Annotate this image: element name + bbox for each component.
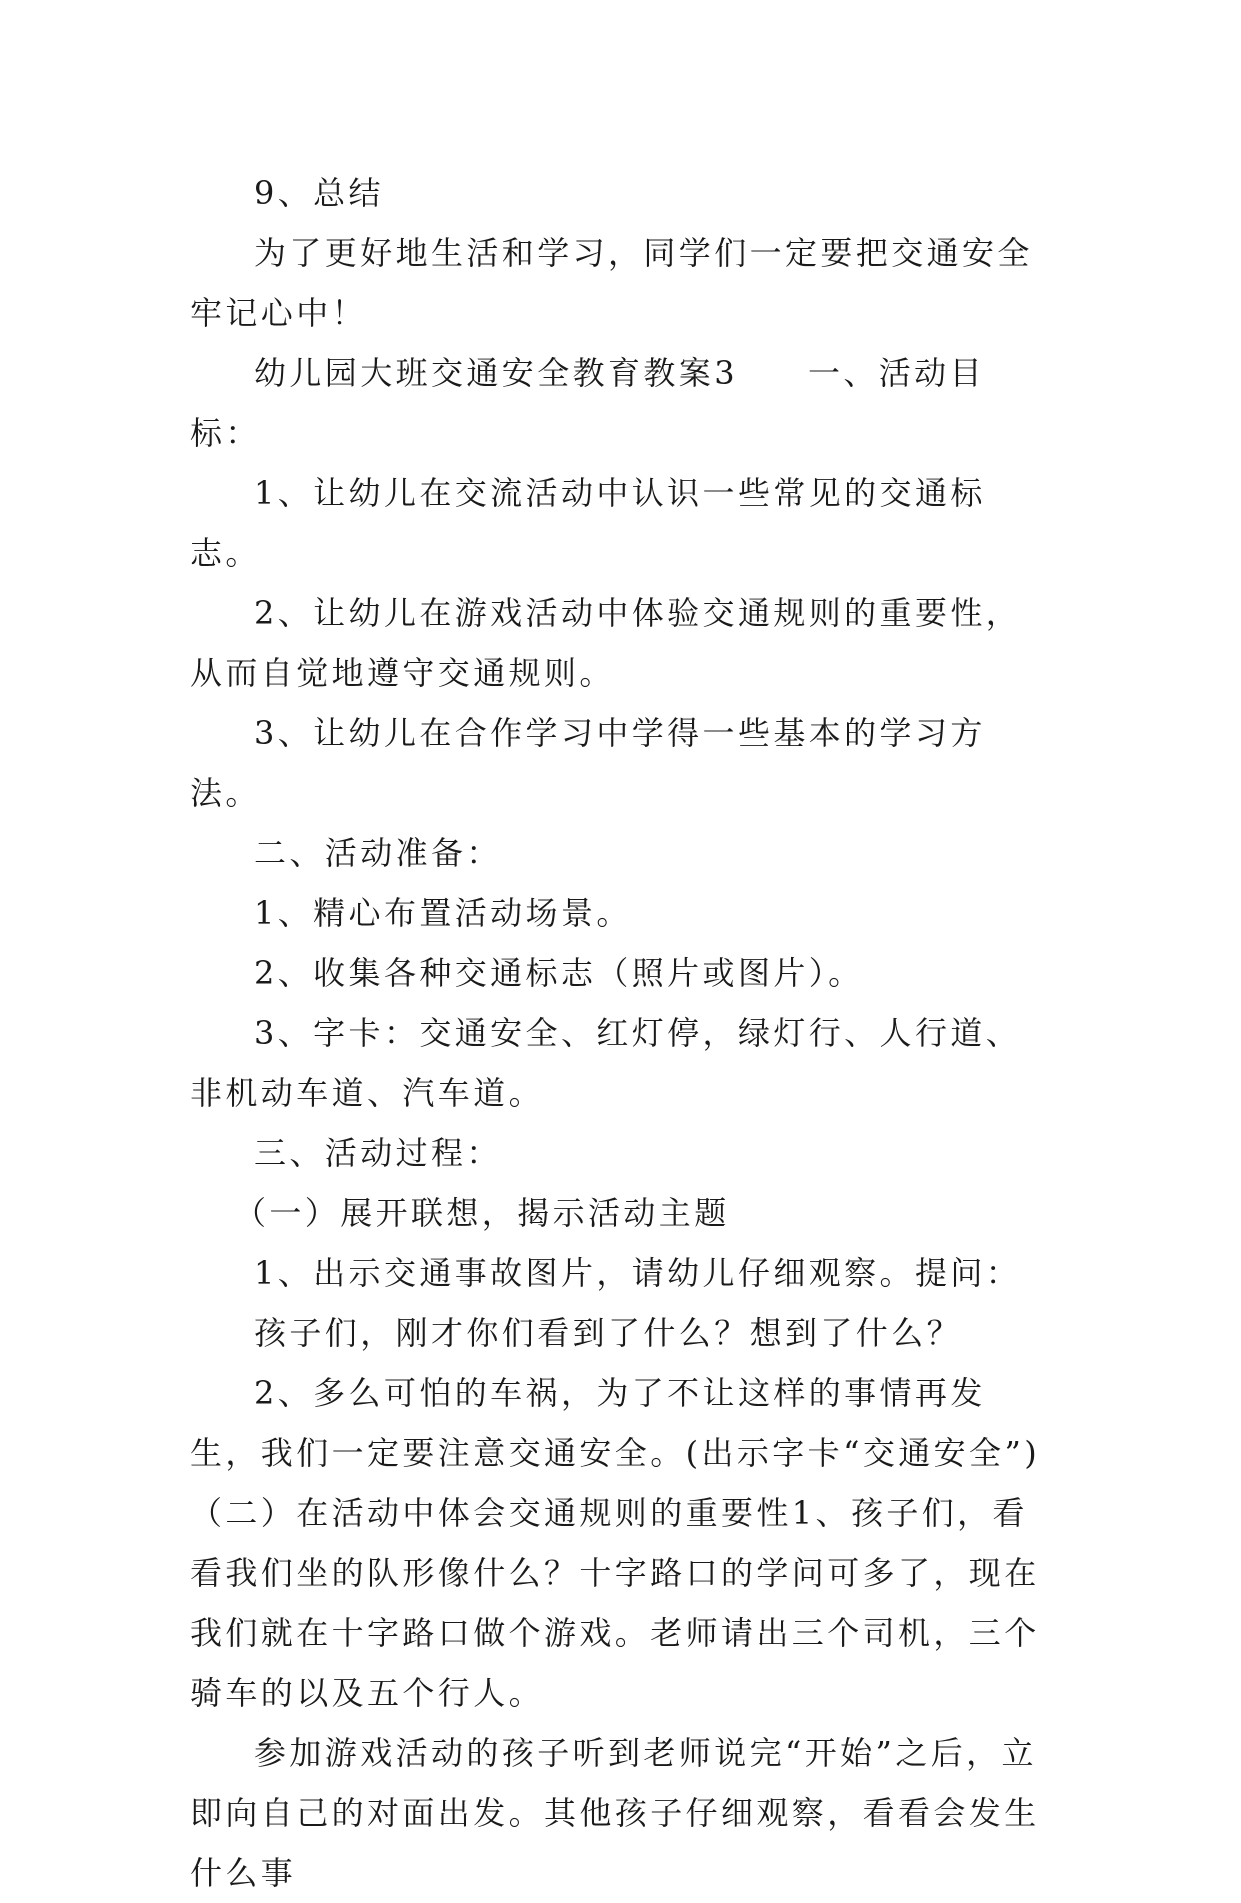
document-body — [190, 163, 1050, 1903]
paragraph: 参加游戏活动的孩子听到老师说完“开始”之后，立即向自己的对面出发。其他孩子仔细观察，看看会发生什么事 — [190, 1734, 1040, 1892]
section-heading: 三、活动过程： — [254, 1134, 502, 1172]
paragraph: 9、总结 — [254, 174, 384, 212]
paragraph: 2、多么可怕的车祸，为了不让这样的事情再发生，我们一定要注意交通安全。(出示字卡“交通安全”)（二）在活动中体会交通规则的重要性1、孩子们，看看我们坐的队形像什么？十字路口的学问可多了，现在我们就在十字路口做个游戏。老师请出三个司机，三个骑车的以及五个行人。 — [190, 1374, 1041, 1712]
section-heading: 一、活动目标： — [190, 354, 985, 452]
paragraph: 孩子们，刚才你们看到了什么？想到了什么？ — [254, 1314, 963, 1352]
paragraph: 2、让幼儿在游戏活动中体验交通规则的重要性，从而自觉地遵守交通规则。 — [190, 594, 1022, 692]
paragraph: 3、字卡：交通安全、红灯停，绿灯行、人行道、非机动车道、汽车道。 — [190, 1014, 1022, 1112]
paragraph: 3、让幼儿在合作学习中学得一些基本的学习方法。 — [190, 714, 986, 812]
subsection-heading: （一）展开联想，揭示活动主题 — [234, 1194, 730, 1232]
paragraph: 2、收集各种交通标志（照片或图片）。 — [254, 954, 864, 992]
lesson-plan-title: 幼儿园大班交通安全教育教案3 — [254, 354, 738, 392]
paragraph: 为了更好地生活和学习，同学们一定要把交通安全牢记心中！ — [190, 234, 1033, 332]
paragraph — [190, 343, 1050, 463]
paragraph: 1、精心布置活动场景。 — [254, 894, 632, 932]
paragraph: 1、让幼儿在交流活动中认识一些常见的交通标志。 — [190, 474, 986, 572]
section-heading: 二、活动准备： — [254, 834, 502, 872]
paragraph: 1、出示交通事故图片，请幼儿仔细观察。提问： — [254, 1254, 1022, 1292]
